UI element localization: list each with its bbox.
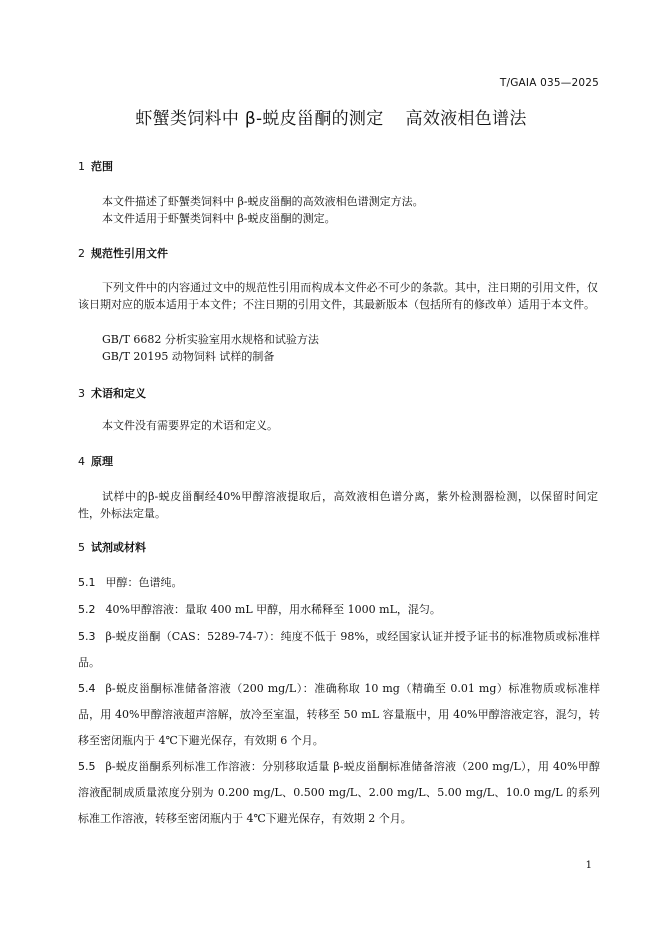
clause-number: 5.5 bbox=[78, 760, 96, 773]
section-number: 4 bbox=[78, 455, 85, 468]
clause-5-3 bbox=[78, 624, 600, 676]
clause-text: β-蜕皮甾酮系列标准工作溶液：分别移取适量 β-蜕皮甾酮标准储备溶液（200 mg/L），用 40%甲醇溶液配制成质量浓度分别为 0.200 mg/L、0.500 mg/L、2.00 mg/L、5.00 mg/L、10.0 mg/L 的系列标准工作溶液，转移至密闭瓶内于 4℃下避光保存，有效期 2 个月。 bbox=[78, 760, 600, 825]
clause-number: 5.2 bbox=[78, 603, 96, 616]
section-heading-terms bbox=[78, 385, 146, 401]
reference-item: GB/T 6682 分析实验室用水规格和试验方法 bbox=[102, 333, 319, 346]
clause-number: 5.4 bbox=[78, 682, 96, 695]
paragraph: 下列文件中的内容通过文中的规范性引用而构成本文件必不可少的条款。其中，注日期的引用文件，仅该日期对应的版本适用于本文件；不注日期的引用文件，其最新版本（包括所有的修改单）适用于本文件。 bbox=[78, 281, 598, 311]
section-title: 规范性引用文件 bbox=[91, 247, 168, 260]
section-number: 1 bbox=[78, 160, 85, 173]
section-number: 5 bbox=[78, 541, 85, 554]
paragraph: 本文件描述了虾蟹类饲料中 β-蜕皮甾酮的高效液相色谱测定方法。 bbox=[102, 195, 424, 208]
clause-5-2 bbox=[78, 597, 600, 623]
clause-number: 5.3 bbox=[78, 630, 96, 643]
standard-code: T/GAIA 035—2025 bbox=[499, 77, 599, 89]
section-title: 试剂或材料 bbox=[91, 541, 146, 554]
section-title: 原理 bbox=[91, 455, 113, 468]
section-title: 术语和定义 bbox=[91, 387, 146, 400]
reference-item: GB/T 20195 动物饲料 试样的制备 bbox=[102, 350, 275, 363]
section-heading-principle bbox=[78, 453, 113, 469]
clause-text: β-蜕皮甾酮（CAS：5289-74-7）：纯度不低于 98%，或经国家认证并授予证书的标准物质或标准样品。 bbox=[78, 630, 600, 669]
title-method: 高效液相色谱法 bbox=[405, 109, 527, 129]
clause-5-5 bbox=[78, 754, 600, 832]
clause-5-1 bbox=[78, 570, 600, 596]
section-heading-reagents bbox=[78, 539, 146, 555]
paragraph: 试样中的β-蜕皮甾酮经40%甲醇溶液提取后，高效液相色谱分离，紫外检测器检测，以保留时间定性，外标法定量。 bbox=[78, 490, 598, 520]
section-heading-normative-references bbox=[78, 245, 168, 261]
clause-text: 甲醇：色谱纯。 bbox=[105, 576, 183, 589]
section-number: 3 bbox=[78, 387, 85, 400]
clause-number: 5.1 bbox=[78, 576, 96, 589]
clause-text: 40%甲醇溶液：量取 400 mL 甲醇，用水稀释至 1000 mL，混匀。 bbox=[105, 603, 441, 616]
title-main: 虾蟹类饲料中 β-蜕皮甾酮的测定 bbox=[135, 109, 384, 129]
paragraph: 本文件没有需要界定的术语和定义。 bbox=[102, 419, 278, 432]
section-title: 范围 bbox=[91, 160, 113, 173]
page-number: 1 bbox=[585, 860, 592, 871]
paragraph: 本文件适用于虾蟹类饲料中 β-蜕皮甾酮的测定。 bbox=[102, 212, 336, 225]
section-number: 2 bbox=[78, 247, 85, 260]
clause-text: β-蜕皮甾酮标准储备溶液（200 mg/L）：准确称取 10 mg（精确至 0.01 mg）标准物质或标准样品，用 40%甲醇溶液超声溶解，放冷至室温，转移至 50 mL 容量瓶中，用 40%甲醇溶液定容，混匀，转移至密闭瓶内于 4℃下避光保存，有效期 6 个月。 bbox=[78, 682, 600, 747]
section-heading-scope bbox=[78, 158, 113, 174]
clause-5-4 bbox=[78, 676, 600, 754]
document-title bbox=[0, 104, 662, 129]
